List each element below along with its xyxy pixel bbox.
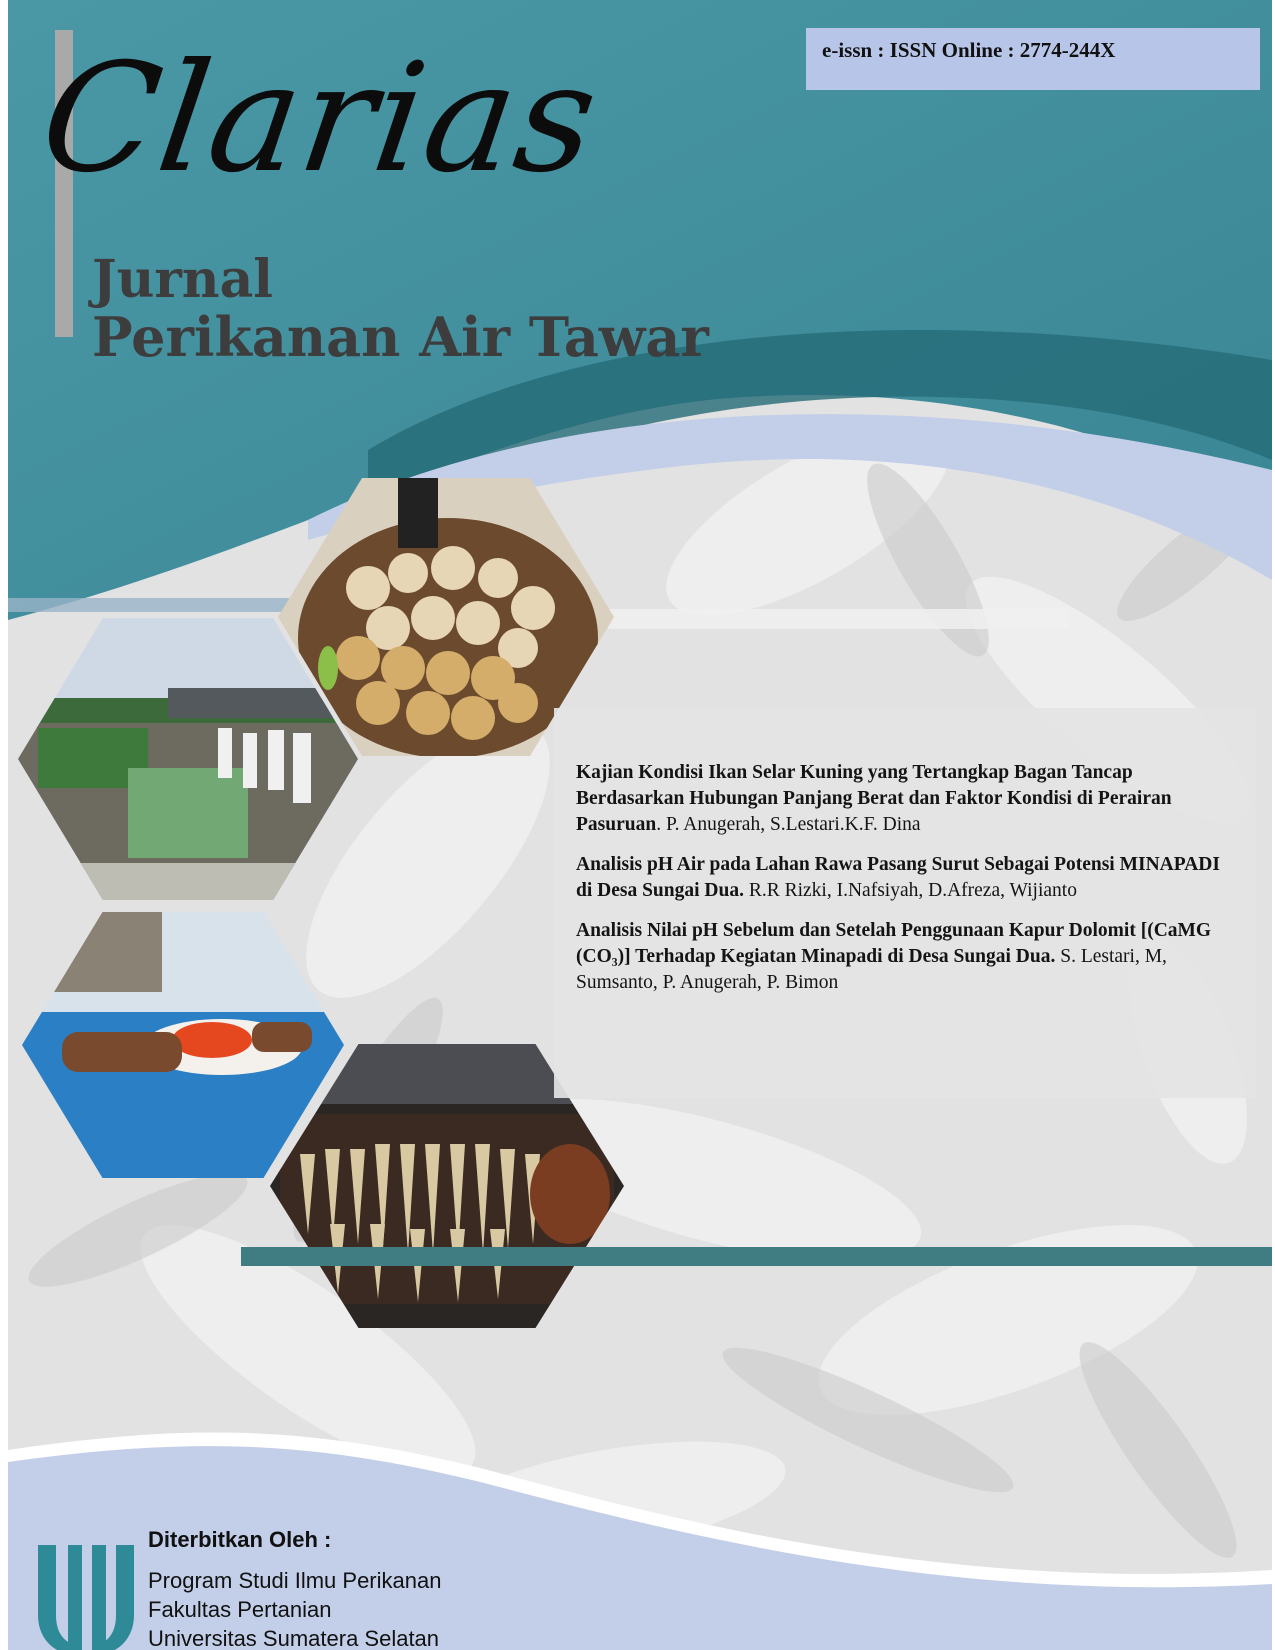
publisher-line: Fakultas Pertanian <box>148 1597 332 1622</box>
article-entry[interactable] <box>576 918 1236 996</box>
journal-subtitle-line2: Perikanan Air Tawar <box>92 305 709 369</box>
table-of-contents <box>554 708 1256 1098</box>
article-authors: R.R Rizki, I.Nafsiyah, D.Afreza, Wijianto <box>743 880 1077 901</box>
publisher-line: Universitas Sumatera Selatan <box>148 1626 440 1650</box>
publisher-label: Diterbitkan Oleh : <box>148 1527 332 1552</box>
article-entry[interactable] <box>576 760 1236 838</box>
article-title: Kajian Kondisi Ikan Selar Kuning yang Tertangkap Bagan Tancap Berdasarkan Hubungan Panjang Berat dan Faktor Kondisi di Perairan Pasuruan <box>576 762 1172 835</box>
article-authors: . P. Anugerah, S.Lestari.K.F. Dina <box>656 814 921 835</box>
journal-title: Clarias <box>31 32 609 206</box>
journal-subtitle-line1: Jurnal <box>92 249 274 310</box>
article-authors: S. Lestari, M, Sumsanto, P. Anugerah, P. Bimon <box>576 946 1167 993</box>
white-divider-stripe <box>608 609 1068 629</box>
journal-cover <box>8 0 1272 1650</box>
university-logo <box>34 1545 138 1650</box>
issn-label: e-issn : ISSN Online : 2774-244X <box>806 28 1260 90</box>
teal-divider-stripe <box>241 1247 1272 1266</box>
publisher-line: Program Studi Ilmu Perikanan <box>148 1568 442 1593</box>
article-entry[interactable] <box>576 852 1236 904</box>
article-title: Analisis Nilai pH Sebelum dan Setelah Penggunaan Kapur Dolomit [(CaMG (CO₃)] Terhadap Kegiatan Minapadi di Desa Sungai Dua. <box>576 920 1212 967</box>
article-title: Analisis pH Air pada Lahan Rawa Pasang Surut Sebagai Potensi MINAPADI di Desa Sungai Dua. <box>576 854 1220 901</box>
